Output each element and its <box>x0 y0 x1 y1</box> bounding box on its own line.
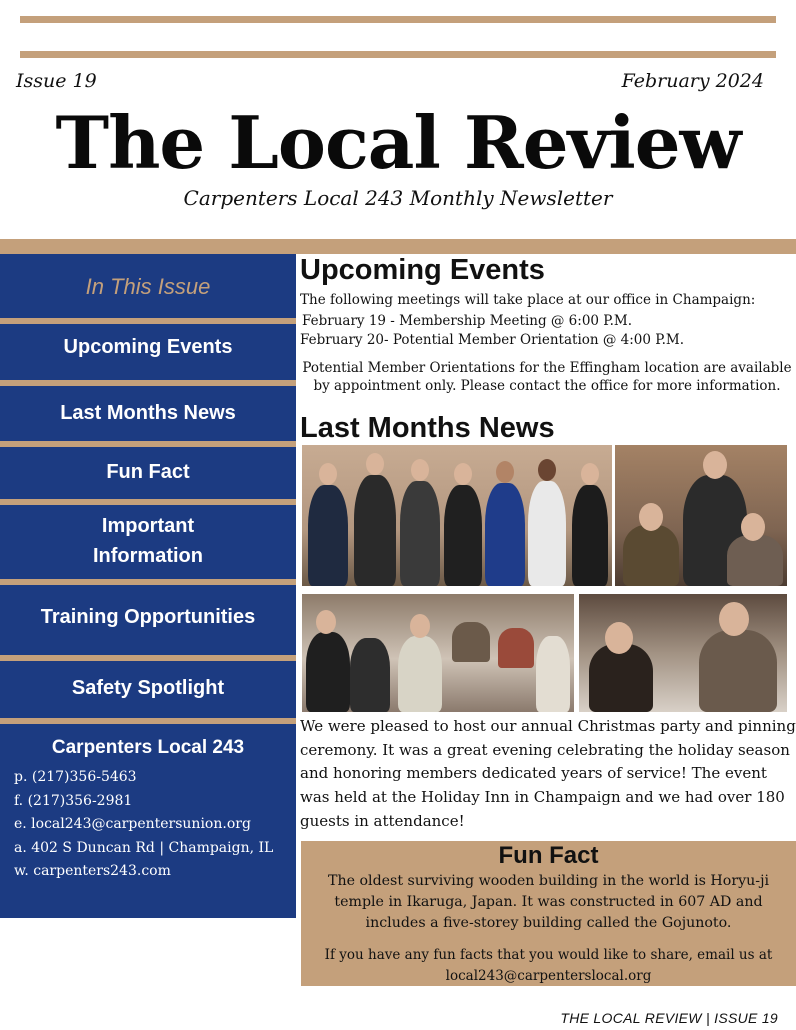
fun-fact-heading: Fun Fact <box>498 842 599 869</box>
contact-website[interactable]: w. carpenters243.com <box>14 863 171 879</box>
event-membership-meeting: February 19 - Membership Meeting @ 6:00 P.M. <box>302 313 633 329</box>
contact-info <box>14 766 273 884</box>
sidebar-divider <box>0 718 296 724</box>
sidebar-divider <box>0 380 296 386</box>
issue-number: Issue 19 <box>16 70 97 92</box>
sidebar-heading: In This Issue <box>85 274 211 299</box>
contact-title: Carpenters Local 243 <box>51 737 245 758</box>
sidebar-item-important-information[interactable] <box>0 511 296 571</box>
sidebar-item-last-months-news[interactable]: Last Months News <box>60 402 236 424</box>
sidebar <box>0 254 296 918</box>
newsletter-title: The Local Review <box>55 100 741 185</box>
upcoming-events-heading: Upcoming Events <box>300 254 545 286</box>
sidebar-divider <box>0 655 296 661</box>
sidebar-divider <box>0 499 296 505</box>
second-rule <box>20 51 776 58</box>
sidebar-item-upcoming-events[interactable]: Upcoming Events <box>63 336 233 358</box>
contact-phone[interactable]: p. (217)356-5463 <box>14 769 137 785</box>
last-months-news-heading: Last Months News <box>300 412 555 444</box>
group-photo <box>302 445 612 586</box>
contact-address: a. 402 S Duncan Rd | Champaign, IL <box>14 839 274 856</box>
sidebar-item-label: Information <box>93 545 203 567</box>
contact-email[interactable]: e. local243@carpentersunion.org <box>14 816 251 832</box>
footer: THE LOCAL REVIEW | ISSUE 19 <box>560 1010 778 1026</box>
sidebar-item-safety-spotlight[interactable]: Safety Spotlight <box>71 677 225 699</box>
fun-fact-text: The oldest surviving wooden building in the world is Horyu-ji temple in Ikaruga, Japan. It was constructed in 607 AD and includes a five-storey building called the Gojunoto. <box>327 873 770 931</box>
sidebar-divider <box>0 318 296 324</box>
sidebar-item-label: Important <box>101 515 195 537</box>
members-photo <box>615 445 787 586</box>
senior-members-photo <box>579 594 787 712</box>
issue-date: February 2024 <box>621 70 764 92</box>
events-intro: The following meetings will take place at our office in Champaign: <box>300 292 756 308</box>
sidebar-divider <box>0 579 296 585</box>
fun-fact-share: If you have any fun facts that you would like to share, email us at local243@carpenterslocal.org <box>324 947 773 984</box>
newsletter-subtitle: Carpenters Local 243 Monthly Newsletter <box>183 186 613 210</box>
top-rule <box>20 16 776 23</box>
event-member-orientation: February 20- Potential Member Orientation @ 4:00 P.M. <box>300 332 685 348</box>
sidebar-item-fun-fact[interactable]: Fun Fact <box>106 461 190 483</box>
contact-fax: f. (217)356-2981 <box>14 792 133 809</box>
header-band <box>0 239 796 254</box>
sidebar-divider <box>0 441 296 447</box>
fun-fact-box <box>301 841 796 986</box>
sidebar-item-training-opportunities[interactable]: Training Opportunities <box>40 606 256 628</box>
news-body: We were pleased to host our annual Christmas party and pinning ceremony. It was a great evening celebrating the holiday season and honoring members dedicated years of service! The event was held at the Holiday Inn in Champaign and we had over 180 guests in attendance! <box>300 717 796 830</box>
party-table-photo <box>302 594 574 712</box>
events-note: Potential Member Orientations for the Effingham location are available by appointment only. Please contact the office for more information. <box>302 360 792 394</box>
